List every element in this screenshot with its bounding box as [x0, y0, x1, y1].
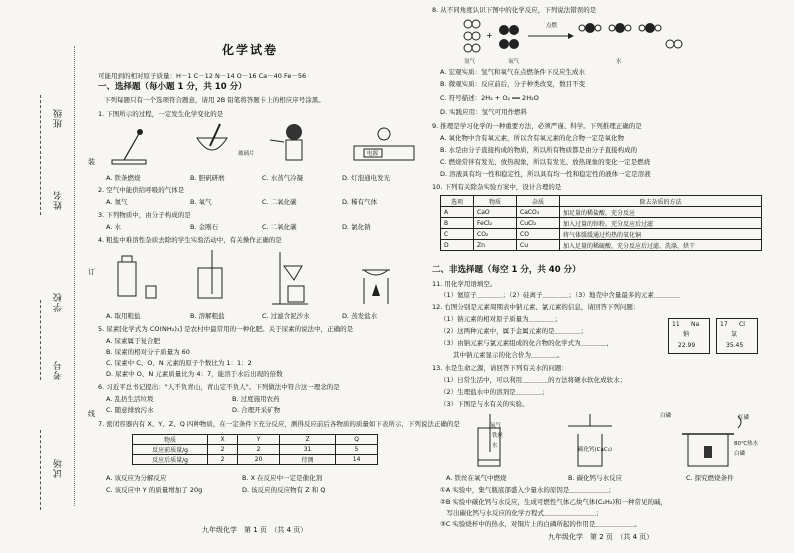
table-cell: 加入过量的锌粉，充分反应后过滤 — [560, 218, 762, 229]
element-number: 17 — [720, 321, 728, 328]
question-4: 4. 粗盐中难溶性杂质去除的学生实验活动中，有关操作正确的是 — [98, 236, 282, 244]
q3-option-d: D. 氯化钠 — [342, 223, 371, 231]
q7-option-c: C. 该反应中 Y 的质量增加了 20g — [106, 486, 203, 494]
q8-reaction-diagram — [458, 14, 698, 64]
section-1-heading: 一、选择题（每小题 1 分，共 10 分） — [98, 82, 247, 92]
table-cell: B — [441, 218, 474, 229]
q5-option-c: C. 尿素中 C、O、N 元素的原子个数比为 1：1：2 — [106, 359, 252, 367]
q13-oxygen-label: 氧气 — [490, 423, 502, 429]
q13-water-label: 水 — [492, 443, 498, 449]
q8-ignite-label: 点燃 — [546, 23, 558, 29]
q1-option-b: B. 胆矾研磨 — [190, 174, 225, 182]
table-cell: 将气体缓缓通过灼热的氧化铜 — [560, 229, 762, 240]
binding-rule — [74, 46, 76, 506]
element-symbol: Na — [691, 321, 700, 328]
question-10: 10. 下列有关除杂实验方案中，设计合理的是 — [432, 183, 562, 191]
element-mass: 35.45 — [726, 342, 744, 349]
q13-option-b: B. 碳化钙与水反应 — [568, 474, 623, 482]
table-cell: CO₂ — [474, 229, 517, 240]
q13-sub-1: ①A 实验中，集气瓶底部盛入少量水的原因是＿＿＿＿＿＿； — [440, 486, 615, 494]
q13-red-p-label: 红磷 — [738, 415, 750, 421]
table-cell: 20 — [238, 455, 280, 465]
element-mass: 22.99 — [678, 342, 696, 349]
table-header: 杂质 — [517, 196, 560, 207]
q2-option-d: D. 稀有气体 — [342, 198, 378, 206]
q8-water-label: 水 — [616, 59, 622, 65]
q8-option-b: B. 微观实质：反应前后，分子种类改变，数目不变 — [440, 80, 586, 88]
q1-figures — [102, 120, 422, 170]
q8-option-c: C. 符号描述：2H₂ + O₂ ══ 2H₂O — [440, 94, 539, 102]
table-row — [441, 196, 762, 207]
table-row — [133, 455, 378, 465]
table-header: Q — [336, 435, 378, 445]
binding-dash — [40, 300, 42, 380]
name-label: 姓名 — [54, 190, 64, 210]
q13-iron-wire-label: 铁丝 — [492, 433, 504, 439]
q11-parts: （1）氦原子＿＿＿＿；（2）硅离子＿＿＿＿；（3）地壳中含量最多的元素＿＿＿＿ — [440, 291, 680, 299]
table-header: X — [208, 435, 238, 445]
q12-part-3: （3）由钠元素与氯元素组成的化合物的化学式为＿＿＿＿， — [440, 339, 614, 347]
q13-sub-2: ②B 实验中碳化钙与水反应，生成可燃性气体乙炔气体(C₂H₂)和一种常见的碱， — [440, 498, 668, 506]
q1-power-label: 电源 — [367, 151, 379, 157]
q7-table — [132, 434, 378, 465]
q13-option-c: C. 探究燃烧条件 — [686, 474, 734, 482]
q8-hydrogen-label: 氢气 — [464, 59, 476, 65]
exam-title: 化学试卷 — [222, 43, 279, 57]
q8-option-d: D. 实践应用：氢气可用作燃料 — [440, 108, 528, 116]
q4-option-b: B. 溶解粗盐 — [190, 312, 225, 320]
table-header: Z — [279, 435, 335, 445]
q3-option-b: B. 金刚石 — [190, 223, 219, 231]
element-cell-na — [668, 318, 710, 354]
table-cell: 5 — [336, 445, 378, 455]
school-label: 学校 — [54, 292, 64, 312]
q12-part-4: 其中钠元素显示的化合价为＿＿＿＿。 — [440, 351, 564, 359]
element-name: 氯 — [731, 331, 738, 338]
table-cell: C — [441, 229, 474, 240]
q1-option-d: D. 灯泡通电发光 — [342, 174, 391, 182]
q7-option-d: D. 该反应的反应物有 Z 和 Q — [242, 486, 326, 494]
table-cell: 2 — [238, 445, 280, 455]
q9-option-b: B. 水是由分子直接构成的物质，所以所有物质都是由分子直接构成的 — [440, 146, 638, 154]
table-row — [133, 445, 378, 455]
q1-option-c: C. 水蒸气冷凝 — [262, 174, 304, 182]
q13-hot-water-label: 80℃热水 — [734, 441, 759, 447]
page-2-footer: 九年级化学 第 2 页 （共 4 页） — [548, 533, 654, 541]
q9-option-a: A. 氧化物中含有氧元素，所以含有氧元素的化合物一定是氧化物 — [440, 134, 624, 142]
question-6: 6. 习近平总书记提出："人不负青山，青山定不负人"。下列做法中符合这一理念的是 — [98, 383, 340, 391]
table-header: 物质 — [474, 196, 517, 207]
table-header: 除去杂质的方法 — [560, 196, 762, 207]
class-label: 班级 — [54, 108, 64, 128]
q13-apparatus — [468, 412, 768, 472]
table-cell: 反应前质量/g — [133, 445, 208, 455]
q13-white-p-label-2: 白磷 — [734, 451, 746, 457]
binding-dash — [40, 430, 42, 510]
table-cell: 14 — [336, 455, 378, 465]
q13-sub-3: 写出碳化钙与水反应的化学方程式＿＿＿＿＿＿＿＿； — [440, 509, 603, 517]
q13-option-a: A. 铁丝在氧气中燃烧 — [446, 474, 507, 482]
section-1-note: 下列每题只有一个选项符合题意，请用 2B 铅笔将答题卡上的相应序号涂黑。 — [104, 96, 325, 104]
table-cell: 待测 — [279, 455, 335, 465]
q1-option-a: A. 铁条燃烧 — [106, 174, 141, 182]
q13-part-1: （1）日常生活中，可以利用＿＿＿＿的方法将硬水软化成软水； — [440, 376, 627, 384]
table-row — [441, 207, 762, 218]
q8-option-a: A. 宏观实质：氢气和氧气在点燃条件下反应生成水 — [440, 68, 585, 76]
table-row — [441, 218, 762, 229]
q3-option-c: C. 二氧化碳 — [262, 223, 297, 231]
q2-option-b: B. 氧气 — [190, 198, 212, 206]
q4-figures — [102, 248, 422, 308]
question-13: 13. 水是生命之源，请回答下列有关水的问题： — [432, 364, 568, 372]
question-1: 1. 下图所示的过程，一定发生化学变化的是 — [98, 110, 224, 118]
table-cell: CaO — [474, 207, 517, 218]
q4-option-a: A. 取用粗盐 — [106, 312, 141, 320]
binding-strip — [0, 0, 95, 553]
table-header: 选项 — [441, 196, 474, 207]
q8-oxygen-label: 氧气 — [508, 59, 520, 65]
binding-dash — [40, 95, 42, 215]
question-7: 7. 密闭容器内有 X、Y、Z、Q 四种物质，在一定条件下充分反应，测得反应前后各物质的质量如下表所示，下列说法正确的是 — [98, 420, 460, 428]
q7-option-b: B. X 在反应中一定是催化剂 — [242, 474, 323, 482]
q9-option-d: D. 溶液具有均一性和稳定性，所以具有均一性和稳定性的液体一定是溶液 — [440, 170, 651, 178]
table-cell: Cu — [517, 240, 560, 251]
table-cell: 反应后质量/g — [133, 455, 208, 465]
q6-option-b: B. 过度施用农药 — [232, 395, 280, 403]
table-cell: CaCO₃ — [517, 207, 560, 218]
q4-option-c: C. 过滤含泥沙水 — [262, 312, 310, 320]
q13-white-p-label: 白磷 — [660, 413, 672, 419]
table-cell: CuCl₂ — [517, 218, 560, 229]
element-number: 11 — [672, 321, 680, 328]
line-mark: 线 — [88, 410, 95, 418]
q6-option-a: A. 乱扔生活垃圾 — [106, 395, 154, 403]
question-2: 2. 空气中能供给呼吸的气体是 — [98, 186, 185, 194]
q6-option-d: D. 合理开采矿物 — [232, 406, 281, 414]
question-8: 8. 从不同角度认识下图中的化学反应，下列说法错误的是 — [432, 6, 597, 14]
q7-option-a: A. 该反应为分解反应 — [106, 474, 167, 482]
q12-part-2: （2）这两种元素中，属于金属元素的是＿＿＿＿； — [440, 327, 588, 335]
table-cell: Zn — [474, 240, 517, 251]
table-cell: 2 — [208, 445, 238, 455]
table-cell: 加足量的稀盐酸，充分反应 — [560, 207, 762, 218]
svg-text:+: + — [486, 31, 493, 40]
q1-glass-label: 玻璃片 — [238, 151, 255, 157]
q10-table — [440, 195, 762, 251]
exam-number-label: 考号 — [54, 360, 64, 380]
q5-option-b: B. 尿素的相对分子质量为 60 — [106, 348, 190, 356]
element-cell-cl — [716, 318, 758, 354]
table-cell: 2 — [208, 455, 238, 465]
table-cell: 加入足量的稀硫酸，充分反应后过滤、洗涤、烘干 — [560, 240, 762, 251]
question-3: 3. 下列物质中，由分子构成的是 — [98, 211, 191, 219]
q5-option-d: D. 尿素中 O、N 元素质量比为 4：7，能溶于水后出现的倍数 — [106, 370, 283, 378]
table-header: 物质 — [133, 435, 208, 445]
line-mark: 装 — [88, 158, 95, 166]
q5-option-a: A. 尿素属于复合肥 — [106, 337, 160, 345]
q13-part-3: （3）下图是与水有关的实验。 — [440, 400, 529, 408]
q9-option-c: C. 燃烧常伴有发光、放热现象，所以有发光、放热现象的变化一定是燃烧 — [440, 158, 651, 166]
q13-cac2-label: 碳化钙(CaC₂) — [578, 447, 613, 453]
q2-option-a: A. 氮气 — [106, 198, 128, 206]
line-mark: 订 — [88, 268, 95, 276]
q12-part-1: （1）钠元素的相对原子质量为＿＿＿＿； — [440, 315, 562, 323]
table-row — [441, 229, 762, 240]
table-header: Y — [238, 435, 280, 445]
table-cell: D — [441, 240, 474, 251]
q13-part-2: （2）生理盐水中的溶剂是＿＿＿＿； — [440, 388, 549, 396]
table-cell: A — [441, 207, 474, 218]
section-2-heading: 二、非选择题（每空 1 分，共 40 分） — [432, 265, 581, 275]
element-symbol: Cl — [739, 321, 745, 328]
q13-sub-4: ③C 实验烧杯中的热水，对铜片上的白磷所起的作用是＿＿＿＿＿＿。 — [440, 520, 641, 528]
q3-option-a: A. 水 — [106, 223, 121, 231]
table-row — [441, 240, 762, 251]
question-5: 5. 尿素[化学式为 CO(NH₂)₂] 是农村中最常用的一种化肥。关于尿素的说法中，正确的是 — [98, 325, 354, 333]
exam-room-label: 试场 — [54, 458, 64, 478]
q4-option-d: D. 蒸发盐水 — [342, 312, 378, 320]
element-name: 钠 — [683, 331, 690, 338]
table-cell: FeCl₂ — [474, 218, 517, 229]
question-11: 11. 用化学用语填空。 — [432, 280, 497, 288]
table-row — [133, 435, 378, 445]
question-12: 12. 右图分别是元素周期表中钠元素、氯元素的信息，请回答下列问题： — [432, 303, 640, 311]
table-cell: CO — [517, 229, 560, 240]
q2-option-c: C. 二氧化碳 — [262, 198, 297, 206]
atomic-masses: 可能用到的相对原子质量：H－1 C－12 N－14 O－16 Ca－40 Fe－56 — [98, 72, 307, 80]
q6-option-c: C. 随意排放污水 — [106, 406, 154, 414]
table-cell: 31 — [279, 445, 335, 455]
question-9: 9. 推理是学习化学的一种重要方法，必须严谨、科学。下列推理正确的是 — [432, 122, 642, 130]
page-1-footer: 九年级化学 第 1 页 （共 4 页） — [202, 526, 308, 534]
